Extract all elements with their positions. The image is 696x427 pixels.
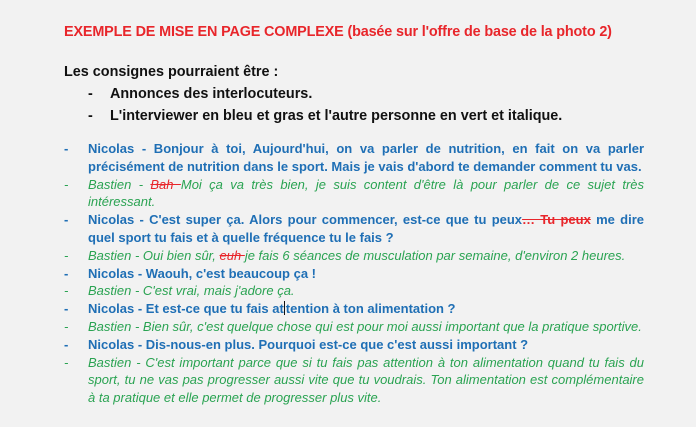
line-text: Nicolas - C'est super ça. Alors pour commencer, est-ce que tu peux bbox=[88, 212, 523, 228]
bullet-dash: - bbox=[64, 141, 69, 156]
dialogue-line-interviewer bbox=[64, 336, 644, 354]
dialogue-line-interviewer bbox=[64, 211, 644, 247]
dialogue-line-interviewer bbox=[64, 140, 644, 176]
bullet-dash: - bbox=[64, 265, 69, 281]
line-text: Nicolas - Waouh, c'est beaucoup ça ! bbox=[88, 265, 316, 281]
strikethrough-text: Bah bbox=[150, 176, 181, 192]
strikethrough-text: euh bbox=[219, 247, 245, 263]
line-text: Bastien - Bien sûr, c'est quelque chose qui est pour moi aussi important que la pratique sportive. bbox=[88, 318, 642, 334]
strikethrough-text: … Tu peux bbox=[522, 212, 591, 228]
line-text: Moi ça va très bien, je suis content d'être là pour parler de ce sujet très intéressant. bbox=[88, 176, 644, 210]
bullet-dash: - bbox=[64, 336, 69, 352]
bullet-dash: - bbox=[64, 318, 69, 334]
bullet-dash: - bbox=[64, 301, 69, 317]
line-text: je fais 6 séances de musculation par semaine, d'environ 2 heures. bbox=[244, 247, 626, 263]
dialogue-line-guest bbox=[64, 282, 644, 300]
bullet-dash: - bbox=[64, 247, 69, 263]
dialogue-list bbox=[64, 140, 644, 407]
dialogue-line-guest bbox=[64, 318, 644, 336]
instruction-text: L'interviewer en bleu et gras et l'autre personne en vert et italique. bbox=[110, 108, 563, 124]
dialogue-line-guest bbox=[64, 176, 644, 212]
bullet-dash: - bbox=[64, 176, 69, 192]
line-text: Bastien - C'est vrai, mais j'adore ça. bbox=[88, 283, 295, 299]
instruction-text: Annonces des interlocuteurs. bbox=[110, 86, 313, 102]
bullet-dash: - bbox=[64, 283, 69, 299]
dialogue-line-guest bbox=[64, 354, 644, 407]
bullet-dash: - bbox=[88, 86, 93, 102]
bullet-dash: - bbox=[64, 212, 69, 228]
page-title: EXEMPLE DE MISE EN PAGE COMPLEXE (basée sur l'offre de base de la photo 2) bbox=[64, 24, 612, 40]
line-text: Bastien - bbox=[88, 176, 151, 192]
line-text: Nicolas - Dis-nous-en plus. Pourquoi est-ce que c'est aussi important ? bbox=[88, 336, 529, 352]
line-text: Bastien - Oui bien sûr, bbox=[88, 247, 220, 263]
line-text: Bastien - C'est important parce que si tu fais pas attention à ton alimentation quand tu fais du sport, tu ne vas pas progresser aussi vite que tu voudrais. Ton alimentation est complémentaire à ta pratique et elle permet de progresser plus vite. bbox=[88, 354, 644, 406]
dialogue-line-interviewer bbox=[64, 300, 644, 318]
bullet-dash: - bbox=[88, 108, 93, 124]
line-text: tention à ton alimentation ? bbox=[285, 301, 456, 317]
dialogue-line-interviewer bbox=[64, 265, 644, 283]
line-text: Nicolas - Et est-ce que tu fais at bbox=[88, 301, 284, 317]
instructions-intro: Les consignes pourraient être : bbox=[64, 64, 279, 80]
dialogue-line-guest bbox=[64, 247, 644, 265]
line-text: Nicolas - Bonjour à toi, Aujourd'hui, on va parler de nutrition, en fait on va parler précisément de nutrition dans le sport. Mais je vais d'abord te demander comment tu vas. bbox=[88, 141, 644, 174]
line-text: me dire quel sport tu fais et à quelle fréquence tu le fais ? bbox=[88, 212, 645, 245]
bullet-dash: - bbox=[64, 354, 69, 370]
